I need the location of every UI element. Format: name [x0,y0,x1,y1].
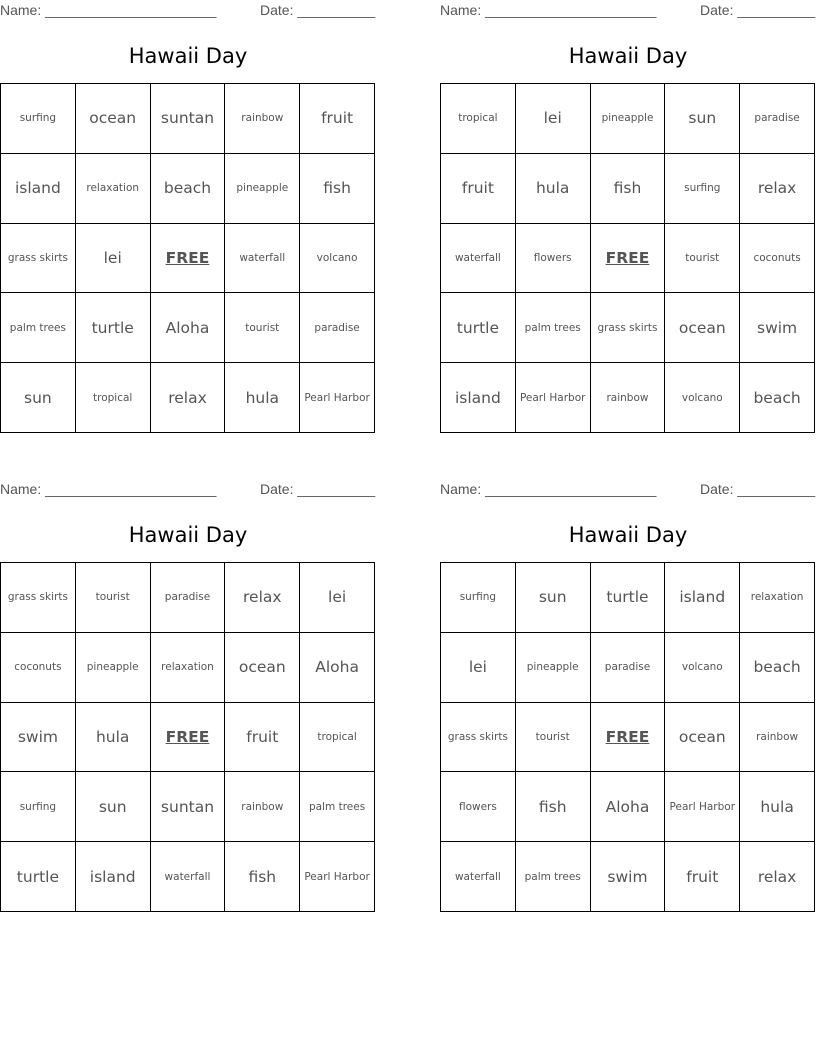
bingo-cell: coconuts [740,224,815,294]
name-date-row [440,479,816,503]
bingo-cell: palm trees [1,293,76,363]
bingo-cell: paradise [300,293,375,363]
bingo-cell: grass skirts [441,703,516,773]
bingo-cell: turtle [441,293,516,363]
bingo-card [0,479,376,912]
bingo-cell: fish [300,154,375,224]
bingo-cell: Aloha [591,772,666,842]
bingo-cell: fruit [225,703,300,773]
bingo-cell: island [665,563,740,633]
bingo-cell: Pearl Harbor [300,842,375,912]
bingo-cell: lei [76,224,151,294]
bingo-cell: Aloha [300,633,375,703]
bingo-cell: palm trees [516,293,591,363]
free-cell: FREE [151,224,226,294]
bingo-cell: paradise [740,84,815,154]
bingo-cell: pineapple [516,633,591,703]
bingo-cell: relaxation [151,633,226,703]
date-field: Date: __________ [700,2,816,18]
bingo-cell: turtle [591,563,666,633]
bingo-cell: turtle [76,293,151,363]
bingo-cell: rainbow [225,772,300,842]
bingo-cell: island [1,154,76,224]
bingo-cell: hula [740,772,815,842]
bingo-cell: Pearl Harbor [665,772,740,842]
card-title: Hawaii Day [128,44,248,68]
bingo-cell: hula [225,363,300,433]
bingo-cell: island [441,363,516,433]
free-cell: FREE [591,224,666,294]
bingo-cell: rainbow [740,703,815,773]
bingo-cell: relax [151,363,226,433]
bingo-cell: flowers [441,772,516,842]
bingo-cell: swim [740,293,815,363]
bingo-cell: suntan [151,84,226,154]
bingo-cell: Pearl Harbor [300,363,375,433]
bingo-cell: sun [1,363,76,433]
bingo-cell: pineapple [591,84,666,154]
bingo-cell: relax [740,154,815,224]
bingo-cell: rainbow [225,84,300,154]
bingo-cell: palm trees [516,842,591,912]
date-field: Date: __________ [260,2,376,18]
card-title: Hawaii Day [568,523,688,547]
bingo-cell: lei [441,633,516,703]
bingo-cell: waterfall [151,842,226,912]
bingo-cell: rainbow [591,363,666,433]
name-date-row [440,0,816,24]
bingo-cell: flowers [516,224,591,294]
bingo-cell: Pearl Harbor [516,363,591,433]
bingo-cell: turtle [1,842,76,912]
bingo-cell: ocean [76,84,151,154]
bingo-cell: surfing [1,84,76,154]
card-title: Hawaii Day [128,523,248,547]
bingo-grid [440,83,815,433]
bingo-cell: grass skirts [1,224,76,294]
bingo-cell: lei [516,84,591,154]
bingo-cell: surfing [1,772,76,842]
bingo-cell: waterfall [441,224,516,294]
bingo-cell: surfing [441,563,516,633]
bingo-cell: fruit [665,842,740,912]
bingo-cell: pineapple [76,633,151,703]
bingo-card [0,0,376,433]
bingo-cell: island [76,842,151,912]
name-field: Name: ______________________ [0,481,217,497]
bingo-cell: volcano [665,633,740,703]
bingo-cell: swim [591,842,666,912]
bingo-cell: ocean [665,293,740,363]
free-cell: FREE [151,703,226,773]
date-field: Date: __________ [700,481,816,497]
bingo-cell: sun [76,772,151,842]
bingo-cell: relaxation [740,563,815,633]
bingo-cell: fruit [300,84,375,154]
date-field: Date: __________ [260,481,376,497]
bingo-cell: beach [740,633,815,703]
name-date-row [0,479,376,503]
bingo-grid [0,83,375,433]
bingo-cell: paradise [591,633,666,703]
bingo-cell: sun [516,563,591,633]
bingo-cell: waterfall [441,842,516,912]
bingo-cell: Aloha [151,293,226,363]
bingo-cell: swim [1,703,76,773]
bingo-cell: suntan [151,772,226,842]
name-field: Name: ______________________ [440,481,657,497]
free-cell: FREE [591,703,666,773]
bingo-cell: tourist [76,563,151,633]
bingo-cell: relaxation [76,154,151,224]
bingo-cell: tropical [441,84,516,154]
bingo-cell: sun [665,84,740,154]
bingo-cell: tourist [516,703,591,773]
bingo-card [440,479,816,912]
bingo-cell: hula [76,703,151,773]
name-field: Name: ______________________ [0,2,217,18]
bingo-cell: hula [516,154,591,224]
bingo-cell: volcano [665,363,740,433]
bingo-cell: ocean [225,633,300,703]
bingo-cell: grass skirts [591,293,666,363]
bingo-cell: ocean [665,703,740,773]
name-date-row [0,0,376,24]
bingo-cell: beach [740,363,815,433]
bingo-cell: waterfall [225,224,300,294]
bingo-cell: tropical [300,703,375,773]
bingo-cell: fruit [441,154,516,224]
bingo-cell: surfing [665,154,740,224]
bingo-cell: tourist [225,293,300,363]
bingo-cell: relax [225,563,300,633]
bingo-cell: tourist [665,224,740,294]
bingo-cell: fish [591,154,666,224]
bingo-cell: lei [300,563,375,633]
bingo-cell: palm trees [300,772,375,842]
bingo-cell: pineapple [225,154,300,224]
bingo-cell: paradise [151,563,226,633]
name-field: Name: ______________________ [440,2,657,18]
bingo-cell: fish [225,842,300,912]
bingo-cell: relax [740,842,815,912]
bingo-cell: tropical [76,363,151,433]
bingo-cell: volcano [300,224,375,294]
bingo-cell: fish [516,772,591,842]
bingo-cell: coconuts [1,633,76,703]
card-title: Hawaii Day [568,44,688,68]
bingo-cell: beach [151,154,226,224]
bingo-grid [0,562,375,912]
bingo-grid [440,562,815,912]
bingo-cell: grass skirts [1,563,76,633]
bingo-card [440,0,816,433]
